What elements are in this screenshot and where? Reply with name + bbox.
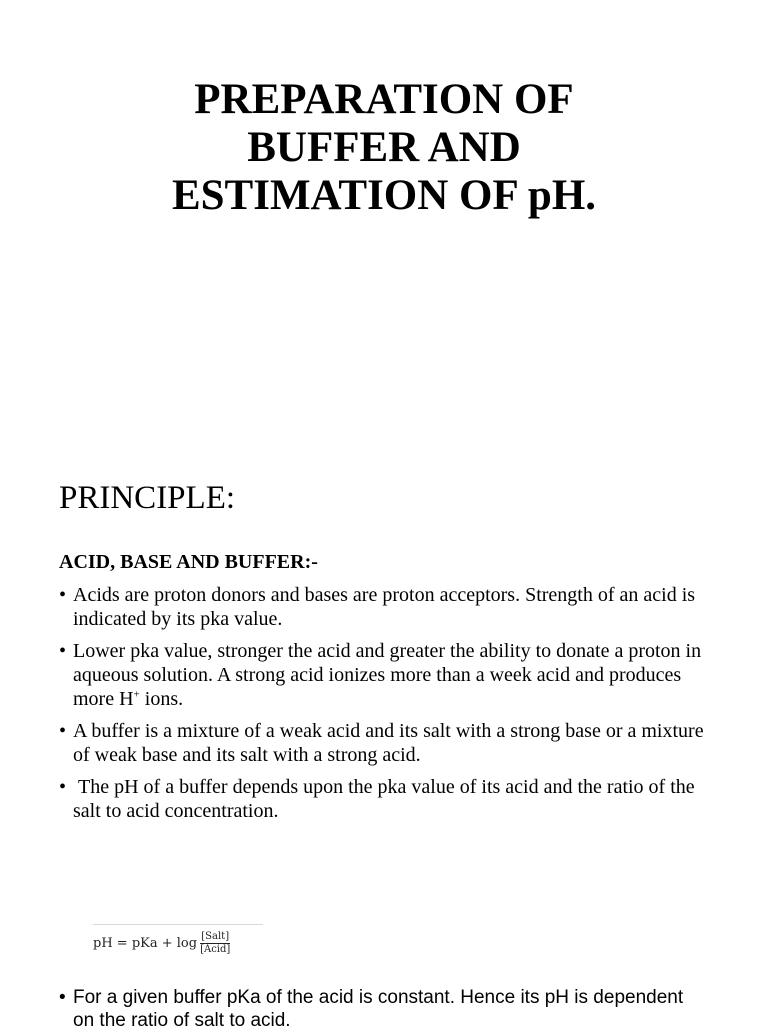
bullet-text: Lower pka value, stronger the acid and greater the ability to donate a proton in aqueous solution. A strong acid ionizes more than a week acid and produces more H [73,640,702,710]
bullet-text: A buffer is a mixture of a weak acid and its salt with a strong base or a mixture of weak base and its salt with a strong acid. [73,720,704,766]
bullet-item [59,775,719,823]
bullet-marker: • [59,776,67,798]
bullet-marker: • [59,584,67,606]
bullet-text-tail: ions. [139,688,184,710]
bullet-text: For a given buffer pKa of the acid is constant. Hence its pH is dependent on the ratio of salt to acid. [73,987,684,1031]
bullet-text: The pH of a buffer depends upon the pka value of its acid and the ratio of the salt to acid concentration. [73,776,700,822]
bullet-marker: • [59,720,67,742]
principle-bullet-list [59,583,719,831]
formula-fraction [200,931,230,956]
bullet-item [59,719,719,767]
superscript-plus: + [133,688,140,701]
bullet-item [59,639,719,711]
bullet-item [59,583,719,631]
title-line-3: ESTIMATION OF pH. [171,172,597,219]
title-line-2: BUFFER AND [247,124,521,171]
bullet-text: Acids are proton donors and bases are proton acceptors. Strength of an acid is indicated by its pka value. [73,584,696,630]
last-bullet-item [59,986,699,1032]
formula-numerator: [Salt] [201,931,230,942]
formula-lhs: pH = pKa + log [93,936,198,951]
principle-heading: PRINCIPLE: [59,480,236,516]
title-line-1: PREPARATION OF [194,76,574,123]
page-title [0,76,768,220]
henderson-hasselbalch-formula [93,924,263,956]
formula-denominator: [Acid] [200,944,231,955]
bullet-marker: • [59,640,67,662]
acid-base-buffer-subheading: ACID, BASE AND BUFFER:- [59,551,318,573]
bullet-marker: • [59,987,66,1008]
